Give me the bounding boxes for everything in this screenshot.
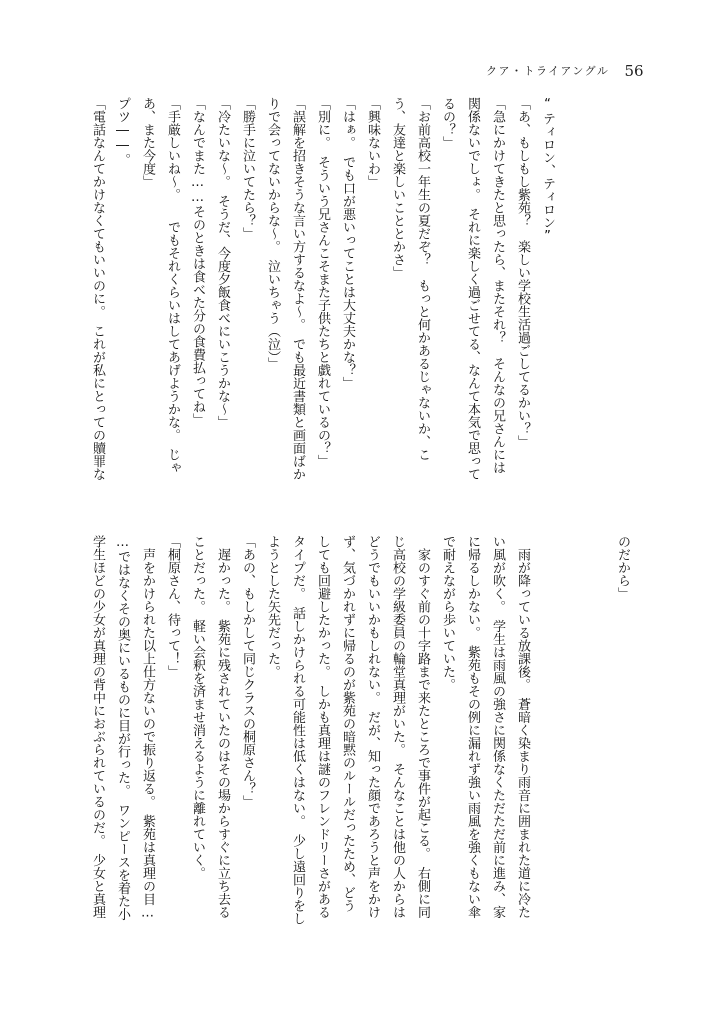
running-header — [486, 60, 644, 80]
text-column: 「誤解を招きそうな言い方するなよ～。 でも最近書類と画面ばか — [290, 97, 305, 481]
text-column: い風が吹く。 学生は雨風の強さに関係なくただただ前に進み、家 — [490, 535, 505, 919]
text-column: しても回避したかった。 しかも真理は謎のフレンドリーさがある — [315, 535, 330, 919]
text-column: 「はぁ。 でも口が悪いってことは大丈夫かな？」 — [340, 97, 355, 390]
text-column: 「興味ないわ」 — [365, 97, 380, 188]
text-column: プツ――。 — [115, 97, 130, 166]
text-column: 遅かった。 紫苑に残されていたのはその場からすぐに立ち去る — [215, 535, 230, 919]
text-column: 家のすぐ前の十字路まで来たところで事件が起こる。 右側に同 — [415, 535, 430, 919]
text-column: で耐えながら歩いていた。 — [440, 535, 455, 691]
text-column: 学生ほどの少女が真理の背中におぶられているのだ。 少女と真理 — [90, 535, 105, 919]
text-column: 「別に。 そういう兄さんこそまた子供たちと戯れているの？」 — [315, 97, 330, 468]
text-column: 「勝手に泣いてたら？」 — [240, 97, 255, 240]
text-column: 「急にかけてきたと思ったら、またそれ？ そんなの兄さんには — [490, 97, 505, 474]
text-column: りで会ってないからな～。 泣いちゃう（泣）」 — [265, 97, 280, 370]
text-column: 「お前高校一年生の夏だぞ？ もっと何かあるじゃないか、こ — [415, 97, 430, 461]
text-column: じ高校の学級委員の輪堂真理がいた。 そんなことは他の人からは — [390, 535, 405, 919]
text-column: 「桐原さん、待って！」 — [165, 535, 180, 678]
text-column: 「あの、もしかして同じクラスの桐原さん？」 — [240, 535, 255, 808]
text-column: 「電話なんてかけなくてもいいのに。 これが私にとっての贖罪な — [90, 97, 105, 481]
text-column-continuation: のだから」 — [615, 535, 630, 600]
text-column: に帰るしかない。 紫苑もその例に漏れず強い雨風を強くもない傘 — [465, 535, 480, 919]
running-header-title: クア・トライアングル — [486, 64, 610, 78]
text-column: ことだった。 軽い会釈を済ませ消えるように離れていく。 — [190, 535, 205, 880]
text-column: 関係ないでしょ。 それに楽しく過ごせてる、なんて本気で思って — [465, 97, 480, 481]
text-column: 雨が降っている放課後。 蒼暗く染まり雨音に囲まれた道に冷た — [515, 535, 530, 919]
text-column: るの？」 — [440, 97, 455, 149]
text-column: 「あ、もしもし紫苑？ 楽しい学校生活過ごしてるかい？」 — [515, 97, 530, 448]
text-column: ようとした矢先だった。 — [265, 535, 280, 678]
text-column: タイプだ。 話しかけられる可能性は低くはない。 少し遠回りをし — [290, 535, 305, 925]
page-number: 56 — [624, 61, 644, 80]
text-column: ず、気づかれずに帰るのが紫苑の暗黙のルールだったため、どう — [340, 535, 355, 912]
text-column: “ティロン、ティロン” — [540, 97, 555, 244]
text-column: 「なんでまた……そのときは食べた分の食費払ってね」 — [190, 97, 205, 426]
text-column: あ、また今度」 — [140, 97, 155, 188]
text-column: …ではなくその奥にいるものに目が行った。 ワンピースを着た小 — [115, 535, 130, 921]
text-column: 声をかけられた以上仕方ないので振り返る。 紫苑は真理の目… — [140, 535, 155, 921]
text-column: う、友達と楽しいこととかさ」 — [390, 97, 405, 279]
text-column: 「手厳しいね～。 でもそれくらいはしてあげようかな。 じゃ — [165, 97, 180, 474]
text-column: 「冷たいな～。 そうだ、今度夕飯食べにいこうかな～」 — [215, 97, 230, 429]
text-column: どうでもいいかもしれない。 だが、知った顔であろうと声をかけ — [365, 535, 380, 919]
